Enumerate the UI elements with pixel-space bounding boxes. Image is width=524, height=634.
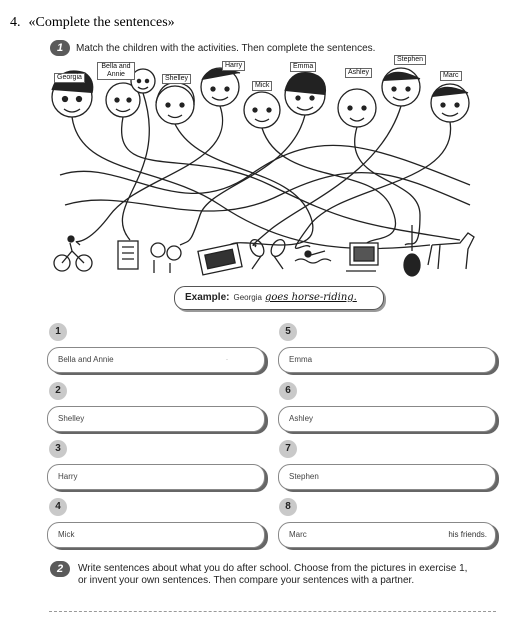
sentence-answer-3[interactable] xyxy=(47,464,265,490)
sentence-answer-1[interactable] xyxy=(47,347,265,373)
example-label: Example: xyxy=(185,292,230,303)
child-face-mick xyxy=(244,92,280,128)
sentence-answer-4[interactable] xyxy=(47,522,265,548)
heading-number: 4. xyxy=(10,15,21,30)
sentence-answer-5[interactable] xyxy=(278,347,496,373)
sentence-name-1: Bella and Annie xyxy=(58,355,114,364)
name-tag-marc: Marc xyxy=(440,71,462,81)
exercise-1-instruction: Match the children with the activities. Then complete the sentences. xyxy=(76,43,376,54)
exercise-1-badge: 1 xyxy=(50,40,70,56)
swimming-icon xyxy=(295,251,331,263)
name-tag-bella-annie: Bella and Annie xyxy=(97,62,135,80)
exercise-2-instruction-line1: Write sentences about what you do after school. Choose from the pictures in exercise 1, xyxy=(78,563,468,574)
exercise-2-badge: 2 xyxy=(50,561,70,577)
name-tag-harry: Harry xyxy=(222,61,245,71)
child-face-emma xyxy=(285,73,325,115)
child-face-harry xyxy=(201,68,240,106)
name-tag-mick: Mick xyxy=(252,81,272,91)
sentence-name-6: Ashley xyxy=(289,414,314,423)
bicycle-icon xyxy=(54,236,92,271)
name-tag-georgia: Georgia xyxy=(54,73,85,83)
sentence-number-4: 4 xyxy=(49,498,67,516)
sentence-name-3: Harry xyxy=(58,472,78,481)
child-face-ashley xyxy=(338,89,376,127)
name-tag-shelley: Shelley xyxy=(162,74,191,84)
heading-title: «Complete the sentences» xyxy=(28,15,175,30)
tennis-rackets-icon xyxy=(247,237,287,269)
writing-line[interactable] xyxy=(49,611,496,612)
sentence-number-5: 5 xyxy=(279,323,297,341)
computer-icon xyxy=(346,243,378,271)
sentence-number-2: 2 xyxy=(49,382,67,400)
computer-game-icon xyxy=(198,243,242,275)
example-box xyxy=(174,286,384,310)
sentence-dot-1: · xyxy=(226,357,228,363)
sentence-number-3: 3 xyxy=(49,440,67,458)
friends-icon xyxy=(151,243,181,273)
name-tag-stephen: Stephen xyxy=(394,55,426,65)
page-heading xyxy=(10,15,175,31)
sentence-name-2: Shelley xyxy=(58,414,85,423)
child-face-stephen xyxy=(382,68,420,106)
sentence-answer-8[interactable] xyxy=(278,522,496,548)
sentence-number-1: 1 xyxy=(49,323,67,341)
sentence-answer-6[interactable] xyxy=(278,406,496,432)
sentence-end-8: his friends. xyxy=(448,530,487,539)
sentence-answer-7[interactable] xyxy=(278,464,496,490)
sentence-answer-2[interactable] xyxy=(47,406,265,432)
exercise-2-instruction-line2: or invent your own sentences. Then compare your sentences with a partner. xyxy=(78,575,415,586)
child-face-marc xyxy=(431,84,469,122)
sentence-number-8: 8 xyxy=(279,498,297,516)
sentence-number-7: 7 xyxy=(279,440,297,458)
name-tag-emma: Emma xyxy=(290,62,316,72)
sentence-name-7: Stephen xyxy=(289,472,319,481)
name-tag-ashley: Ashley xyxy=(345,68,372,78)
example-name: Georgia xyxy=(233,293,262,302)
example-answer: goes horse-riding. xyxy=(264,292,357,303)
sentence-name-4: Mick xyxy=(58,530,75,539)
child-face-shelley xyxy=(156,83,194,124)
sentence-name-8: Marc xyxy=(289,530,307,539)
sentence-name-5: Emma xyxy=(289,355,313,364)
sentence-number-6: 6 xyxy=(279,382,297,400)
magazine-icon xyxy=(118,241,138,269)
